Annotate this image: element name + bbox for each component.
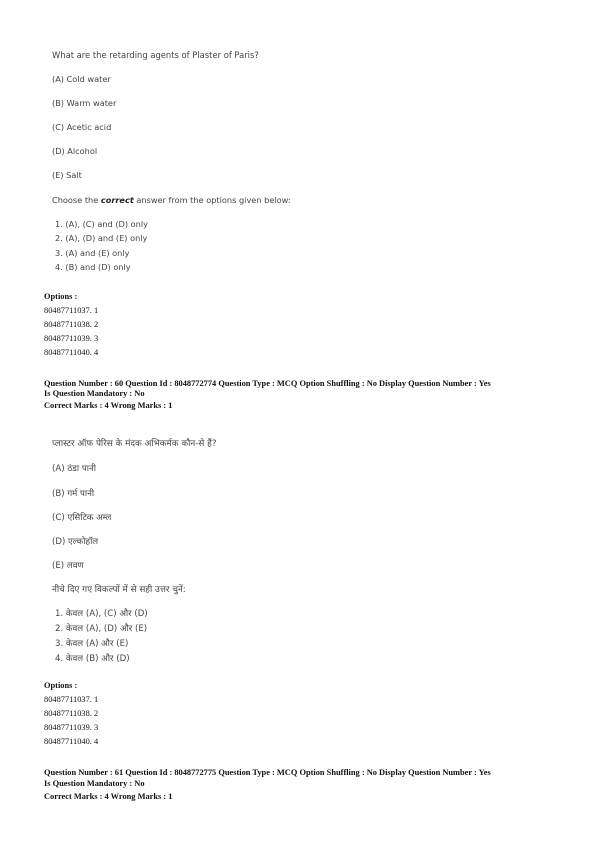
option-e: (E) Salt bbox=[52, 170, 82, 180]
option-id-2-q60: 80487711038. 2 bbox=[44, 709, 99, 718]
option-d-hindi: (D) एल्कोहॉल bbox=[52, 537, 99, 547]
answer-choice-2-hindi: 2. केवल (A), (D) और (E) bbox=[55, 624, 148, 634]
question-text: What are the retarding agents of Plaster of Paris? bbox=[52, 50, 259, 60]
choose-instruction bbox=[52, 195, 291, 205]
options-label: Options : bbox=[44, 292, 78, 301]
option-c: (C) Acetic acid bbox=[52, 122, 112, 132]
question-meta-line3: Correct Marks : 4 Wrong Marks : 1 bbox=[44, 401, 173, 410]
answer-choice-1: 1. (A), (C) and (D) only bbox=[55, 219, 148, 229]
option-id-1: 80487711037. 1 bbox=[44, 306, 99, 315]
option-id-1-q60: 80487711037. 1 bbox=[44, 695, 99, 704]
question-meta-line1: Question Number : 60 Question Id : 8048772774 Question Type : MCQ Option Shuffling : No Display Question Number : Yes bbox=[44, 379, 491, 388]
answer-choice-4-hindi: 4. केवल (B) और (D) bbox=[55, 654, 130, 664]
options-label-q60: Options : bbox=[44, 681, 78, 690]
option-id-4: 80487711040. 4 bbox=[44, 348, 99, 357]
option-a-hindi: (A) ठंडा पानी bbox=[52, 464, 96, 474]
answer-choice-4: 4. (B) and (D) only bbox=[55, 262, 131, 272]
answer-choice-1-hindi: 1. केवल (A), (C) और (D) bbox=[55, 609, 148, 619]
question-meta-line2-q61: Is Question Mandatory : No bbox=[44, 779, 145, 788]
question-meta-line1-q61: Question Number : 61 Question Id : 8048772775 Question Type : MCQ Option Shuffling : No Display Question Number : Yes bbox=[44, 768, 491, 777]
option-id-3: 80487711039. 3 bbox=[44, 334, 99, 343]
question-meta-line2: Is Question Mandatory : No bbox=[44, 389, 145, 398]
answer-choice-3-hindi: 3. केवल (A) और (E) bbox=[55, 639, 129, 649]
option-a: (A) Cold water bbox=[52, 74, 111, 84]
question-meta-line3-q61: Correct Marks : 4 Wrong Marks : 1 bbox=[44, 792, 173, 801]
choose-emphasis: correct bbox=[100, 195, 134, 205]
answer-choice-3: 3. (A) and (E) only bbox=[55, 248, 130, 258]
option-b: (B) Warm water bbox=[52, 98, 117, 108]
option-b-hindi: (B) गर्म पानी bbox=[52, 489, 95, 499]
option-d: (D) Alcohol bbox=[52, 146, 98, 156]
option-id-3-q60: 80487711039. 3 bbox=[44, 723, 99, 732]
choose-prefix: Choose the bbox=[52, 195, 101, 205]
option-id-4-q60: 80487711040. 4 bbox=[44, 737, 99, 746]
option-e-hindi: (E) लवण bbox=[52, 561, 84, 571]
question-text-hindi: प्लास्टर ऑफ पेरिस के मंदक अभिकर्मक कौन-से हैं? bbox=[52, 439, 217, 449]
option-id-2: 80487711038. 2 bbox=[44, 320, 99, 329]
option-c-hindi: (C) एसिटिक अम्ल bbox=[52, 513, 112, 523]
choose-instruction-hindi: नीचे दिए गए विकल्पों में से सही उत्तर चुनें: bbox=[52, 585, 186, 595]
choose-suffix: answer from the options given below: bbox=[133, 195, 291, 205]
answer-choice-2: 2. (A), (D) and (E) only bbox=[55, 233, 148, 243]
